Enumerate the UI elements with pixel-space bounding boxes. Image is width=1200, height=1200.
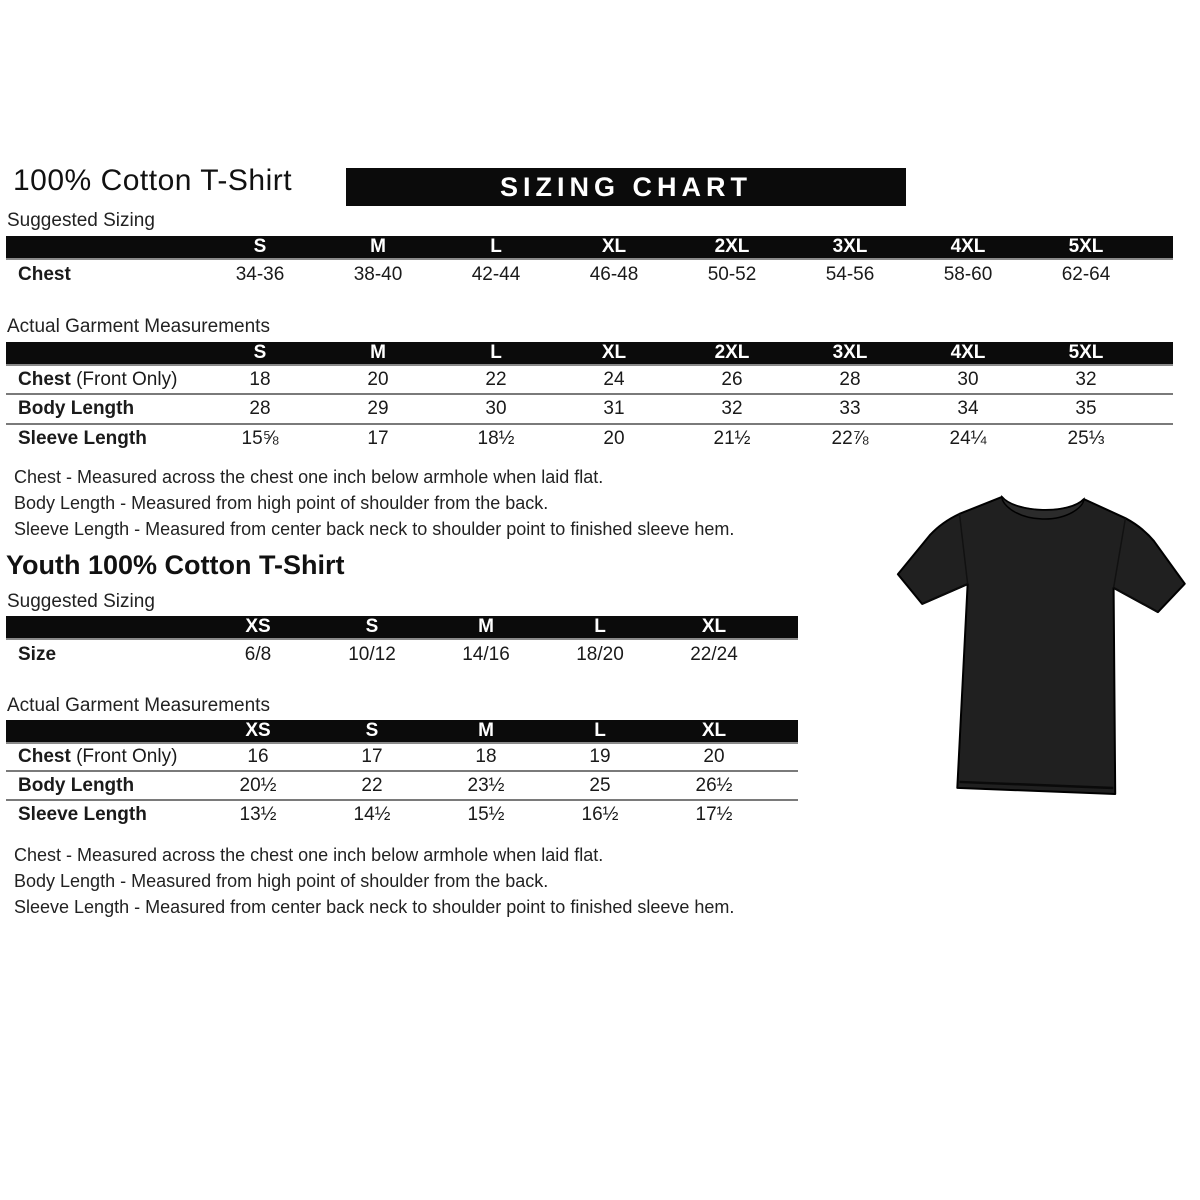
table-row xyxy=(6,366,1173,393)
note-chest: Chest - Measured across the chest one inch below armhole when laid flat. xyxy=(14,467,604,487)
row-label-suffix: (Front Only) xyxy=(70,746,178,767)
cell: 20 xyxy=(703,746,725,767)
column-header: L xyxy=(594,616,606,637)
column-header: XS xyxy=(245,720,271,741)
cell: 34-36 xyxy=(235,264,285,285)
cell: 19 xyxy=(589,746,611,767)
column-header: L xyxy=(490,342,502,363)
cell: 34 xyxy=(957,398,979,419)
cell: 22 xyxy=(485,368,507,390)
cell: 32 xyxy=(1075,368,1097,390)
column-header: S xyxy=(253,236,267,257)
table-row xyxy=(6,772,798,799)
cell: 22 xyxy=(361,774,383,796)
table-row xyxy=(6,801,798,828)
cell: 20 xyxy=(603,428,625,449)
cell: 30 xyxy=(485,398,507,419)
cell: 10/12 xyxy=(348,644,396,665)
cell: 15⅝ xyxy=(241,428,279,449)
table-header-row xyxy=(6,236,1173,258)
cell: 28 xyxy=(839,368,861,390)
column-header: M xyxy=(370,342,386,363)
column-header: 5XL xyxy=(1068,342,1104,363)
column-header: L xyxy=(594,720,606,741)
cell: 42-44 xyxy=(471,264,521,285)
column-header: S xyxy=(365,616,379,637)
column-header: S xyxy=(253,342,267,363)
row-label-suffix: (Front Only) xyxy=(70,368,178,390)
cell: 23½ xyxy=(467,774,505,796)
cell: 20 xyxy=(367,368,389,390)
youth-actual-measurements-table xyxy=(6,720,798,828)
cell: 54-56 xyxy=(825,264,875,285)
column-header: S xyxy=(365,720,379,741)
youth-suggested-sizing-label: Suggested Sizing xyxy=(7,591,155,612)
row-label: Sleeve Length xyxy=(18,428,147,449)
note-chest: Chest - Measured across the chest one inch below armhole when laid flat. xyxy=(14,845,604,865)
table-row xyxy=(6,425,1173,453)
column-header: 2XL xyxy=(714,342,750,363)
cell: 6/8 xyxy=(244,644,272,665)
cell: 29 xyxy=(367,398,389,419)
note-body-length: Body Length - Measured from high point of shoulder from the back. xyxy=(14,493,549,513)
cell: 58-60 xyxy=(943,264,993,285)
cell: 26½ xyxy=(695,774,733,796)
youth-measurement-notes xyxy=(14,842,734,920)
column-header: M xyxy=(370,236,386,257)
column-header: 2XL xyxy=(714,236,750,257)
adult-measurement-notes xyxy=(14,464,734,542)
row-label: Sleeve Length xyxy=(18,803,147,825)
cell: 17 xyxy=(361,746,383,767)
adult-suggested-sizing-table xyxy=(6,236,1173,290)
tshirt-photo xyxy=(890,478,1190,813)
cell: 25 xyxy=(589,774,611,796)
cell: 16 xyxy=(247,746,269,767)
column-header: XL xyxy=(701,616,727,637)
youth-section-title: Youth 100% Cotton T-Shirt xyxy=(6,550,345,580)
row-label: Chest xyxy=(18,746,71,767)
cell: 18½ xyxy=(477,428,515,449)
cell: 21½ xyxy=(713,428,751,449)
row-label: Body Length xyxy=(18,774,135,796)
sizing-chart-banner xyxy=(346,168,906,206)
table-row xyxy=(6,395,1173,423)
cell: 18 xyxy=(475,746,497,767)
row-label: Chest xyxy=(18,368,71,390)
cell: 50-52 xyxy=(707,264,757,285)
note-body-length: Body Length - Measured from high point of shoulder from the back. xyxy=(14,871,549,891)
cell: 24 xyxy=(603,368,625,390)
banner-label: SIZING CHART xyxy=(500,171,752,202)
column-header: 4XL xyxy=(950,342,986,363)
table-header-row xyxy=(6,342,1173,364)
tshirt-illustration xyxy=(890,478,1190,813)
cell: 17 xyxy=(367,428,389,449)
cell: 13½ xyxy=(239,803,277,825)
cell: 14½ xyxy=(353,803,391,825)
column-header: 5XL xyxy=(1068,236,1104,257)
column-header: XL xyxy=(601,236,627,257)
cell: 15½ xyxy=(467,803,505,825)
table-row xyxy=(6,260,1173,290)
cell: 28 xyxy=(249,398,271,419)
table-header-row xyxy=(6,720,798,742)
youth-actual-measurements-label: Actual Garment Measurements xyxy=(7,695,270,716)
column-header: 4XL xyxy=(950,236,986,257)
row-label: Size xyxy=(18,644,57,665)
cell: 32 xyxy=(721,398,743,419)
cell: 62-64 xyxy=(1061,264,1111,285)
column-header: L xyxy=(490,236,502,257)
cell: 30 xyxy=(957,368,979,390)
note-sleeve-length: Sleeve Length - Measured from center back neck to shoulder point to finished sleeve hem. xyxy=(14,519,735,539)
column-header: XS xyxy=(245,616,271,637)
page-title: 100% Cotton T-Shirt xyxy=(13,164,293,197)
cell: 31 xyxy=(603,398,625,419)
cell: 24¼ xyxy=(949,428,987,449)
column-header: 3XL xyxy=(832,342,868,363)
table-row xyxy=(6,640,798,670)
cell: 26 xyxy=(721,368,743,390)
column-header: M xyxy=(478,616,494,637)
cell: 14/16 xyxy=(462,644,510,665)
column-header: M xyxy=(478,720,494,741)
adult-suggested-sizing-label: Suggested Sizing xyxy=(7,210,155,231)
cell: 22/24 xyxy=(690,644,738,665)
cell: 18 xyxy=(249,368,271,390)
row-label: Body Length xyxy=(18,398,135,419)
cell: 38-40 xyxy=(353,264,403,285)
cell: 17½ xyxy=(695,803,733,825)
cell: 25⅓ xyxy=(1067,428,1105,449)
cell: 35 xyxy=(1075,398,1097,419)
column-header: XL xyxy=(601,342,627,363)
cell: 33 xyxy=(839,398,861,419)
note-sleeve-length: Sleeve Length - Measured from center back neck to shoulder point to finished sleeve hem. xyxy=(14,897,735,917)
adult-actual-measurements-table xyxy=(6,342,1173,453)
table-row xyxy=(6,744,798,770)
row-label: Chest xyxy=(18,264,71,285)
cell: 22⅞ xyxy=(831,428,869,449)
adult-actual-measurements-label: Actual Garment Measurements xyxy=(7,316,270,337)
cell: 46-48 xyxy=(589,264,639,285)
cell: 18/20 xyxy=(576,644,624,665)
column-header: XL xyxy=(701,720,727,741)
youth-suggested-sizing-table xyxy=(6,616,798,670)
cell: 20½ xyxy=(239,774,277,796)
column-header: 3XL xyxy=(832,236,868,257)
cell: 16½ xyxy=(581,803,619,825)
table-header-row xyxy=(6,616,798,638)
